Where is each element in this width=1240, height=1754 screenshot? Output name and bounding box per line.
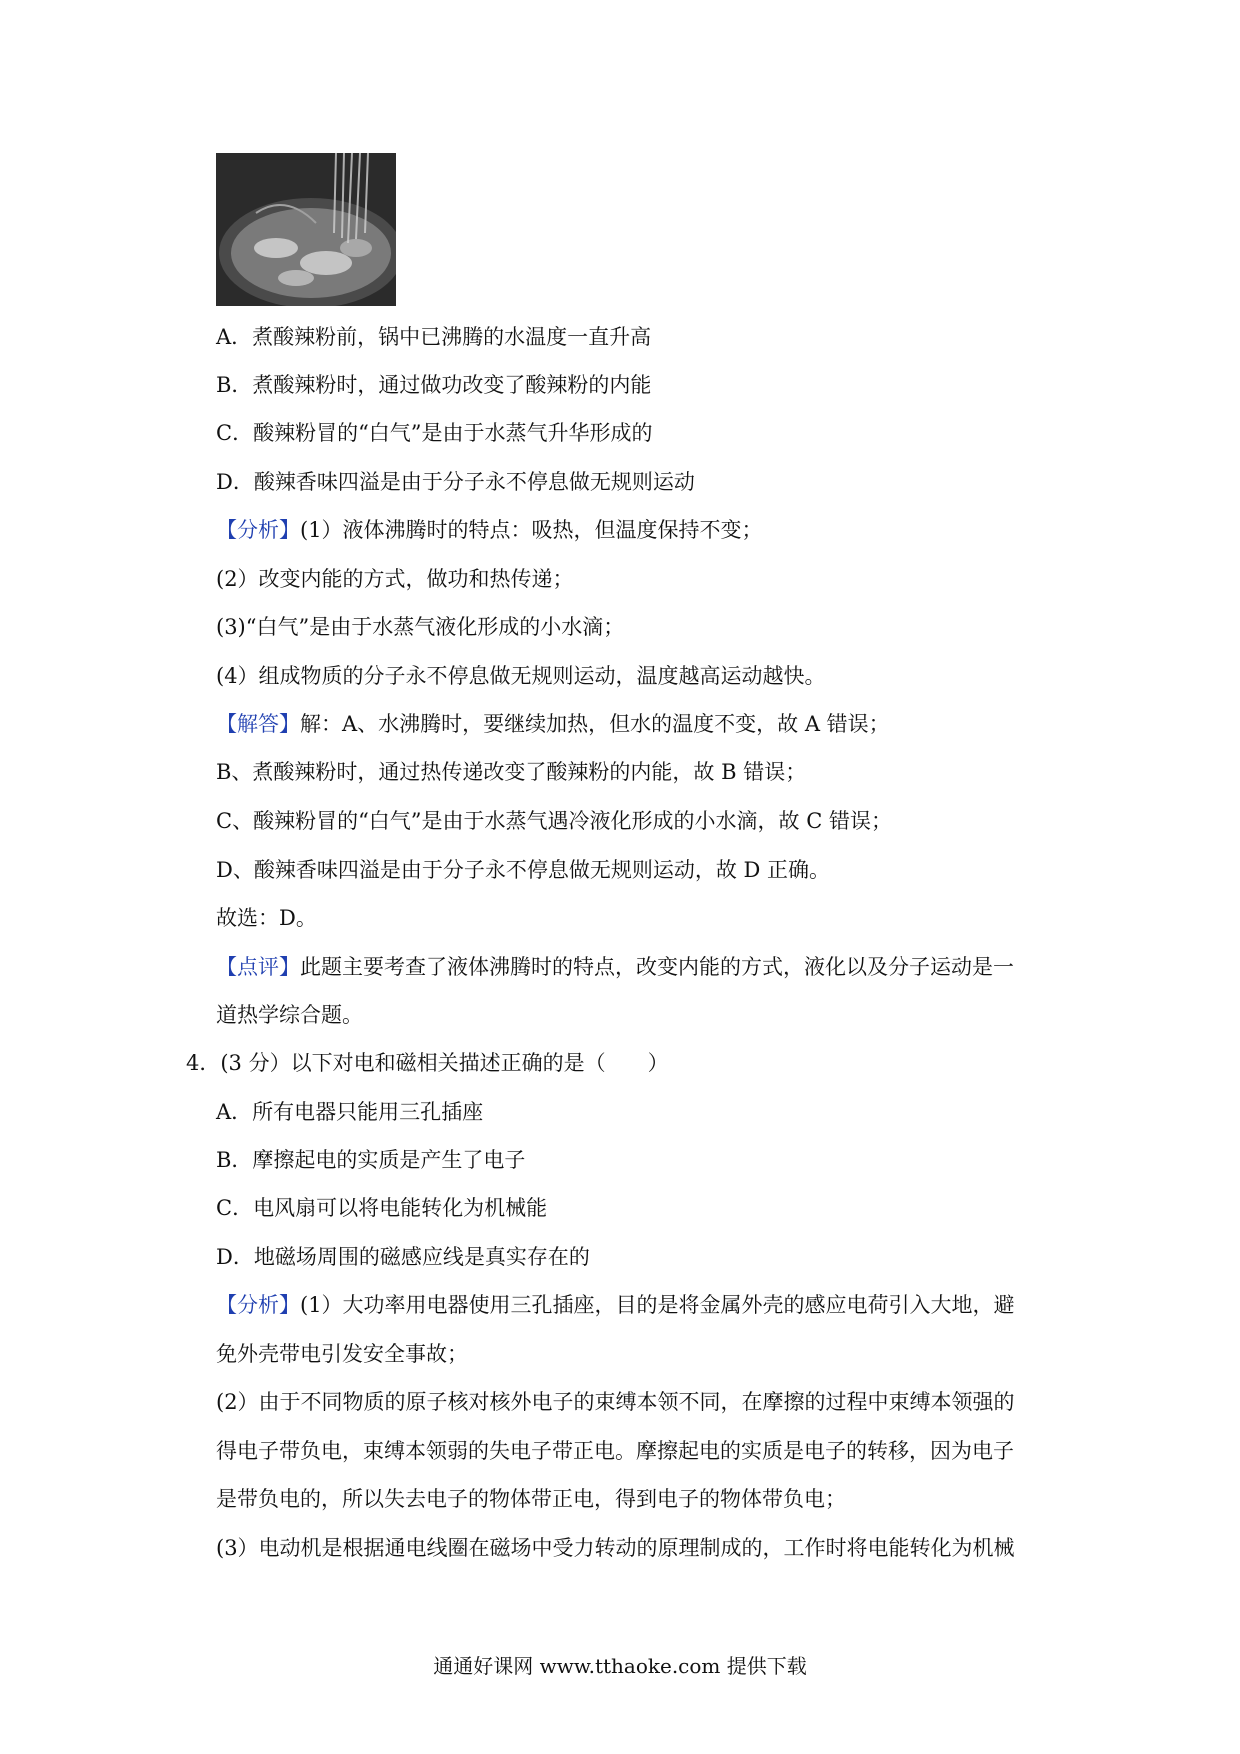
analysis-text: (1）液体沸腾时的特点：吸热，但温度保持不变； (300, 518, 763, 542)
q4-analysis-line-4: 得电子带负电，束缚本领弱的失电子带正电。摩擦起电的实质是电子的转移，因为电子 (216, 1439, 1014, 1463)
q3-analysis-line-3: (3)“白气”是由于水蒸气液化形成的小水滴； (216, 615, 625, 639)
q3-analysis-line-1 (216, 515, 763, 545)
q3-comment-line-1 (216, 952, 1014, 982)
q4-option-b: B．摩擦起电的实质是产生了电子 (216, 1148, 526, 1172)
q3-analysis-line-2: (2）改变内能的方式，做功和热传递； (216, 567, 574, 591)
q4-analysis-line-6: (3）电动机是根据通电线圈在磁场中受力转动的原理制成的，工作时将电能转化为机械 (216, 1536, 1015, 1560)
q3-analysis-line-4: (4）组成物质的分子永不停息做无规则运动，温度越高运动越快。 (216, 664, 826, 688)
q4-analysis-tag: 【分析】 (216, 1293, 300, 1317)
q3-answer-line-1 (216, 709, 890, 739)
q3-option-c: C．酸辣粉冒的“白气”是由于水蒸气升华形成的 (216, 421, 653, 445)
q3-answer-line-5: 故选：D。 (216, 906, 317, 930)
photo-drawing (216, 153, 396, 306)
q4-analysis-line-5: 是带负电的，所以失去电子的物体带正电，得到电子的物体带负电； (216, 1487, 846, 1511)
q3-option-d: D．酸辣香味四溢是由于分子永不停息做无规则运动 (216, 470, 695, 494)
q3-answer-line-4: D、酸辣香味四溢是由于分子永不停息做无规则运动，故 D 正确。 (216, 858, 831, 882)
answer-tag: 【解答】 (216, 712, 300, 736)
q4-option-a: A．所有电器只能用三孔插座 (216, 1100, 484, 1124)
q3-comment-line-2: 道热学综合题。 (216, 1003, 363, 1027)
page-footer: 通通好课网 www.tthaoke.com 提供下载 (433, 1654, 807, 1678)
comment-text: 此题主要考查了液体沸腾时的特点，改变内能的方式，液化以及分子运动是一 (300, 955, 1014, 979)
q3-option-b: B．煮酸辣粉时，通过做功改变了酸辣粉的内能 (216, 373, 652, 397)
q4-analysis-line-2: 免外壳带电引发安全事故； (216, 1342, 468, 1366)
answer-text: 解：A、水沸腾时，要继续加热，但水的温度不变，故 A 错误； (300, 712, 890, 736)
q4-analysis-line-3: (2）由于不同物质的原子核对核外电子的束缚本领不同，在摩擦的过程中束缚本领强的 (216, 1390, 1015, 1414)
q4-analysis-text: (1）大功率用电器使用三孔插座，目的是将金属外壳的感应电荷引入大地，避 (300, 1293, 1015, 1317)
q3-option-a: A．煮酸辣粉前，锅中已沸腾的水温度一直升高 (216, 325, 652, 349)
q4-option-d: D．地磁场周围的磁感应线是真实存在的 (216, 1245, 590, 1269)
analysis-tag: 【分析】 (216, 518, 300, 542)
q4-option-c: C．电风扇可以将电能转化为机械能 (216, 1196, 548, 1220)
boiling-noodles-photo (216, 153, 396, 306)
q4-stem: 4．(3 分）以下对电和磁相关描述正确的是（ ） (186, 1051, 669, 1075)
comment-tag: 【点评】 (216, 955, 300, 979)
q4-analysis-line-1 (216, 1290, 1015, 1320)
q3-answer-line-2: B、煮酸辣粉时，通过热传递改变了酸辣粉的内能，故 B 错误； (216, 760, 807, 784)
q3-answer-line-3: C、酸辣粉冒的“白气”是由于水蒸气遇冷液化形成的小水滴，故 C 错误； (216, 809, 892, 833)
